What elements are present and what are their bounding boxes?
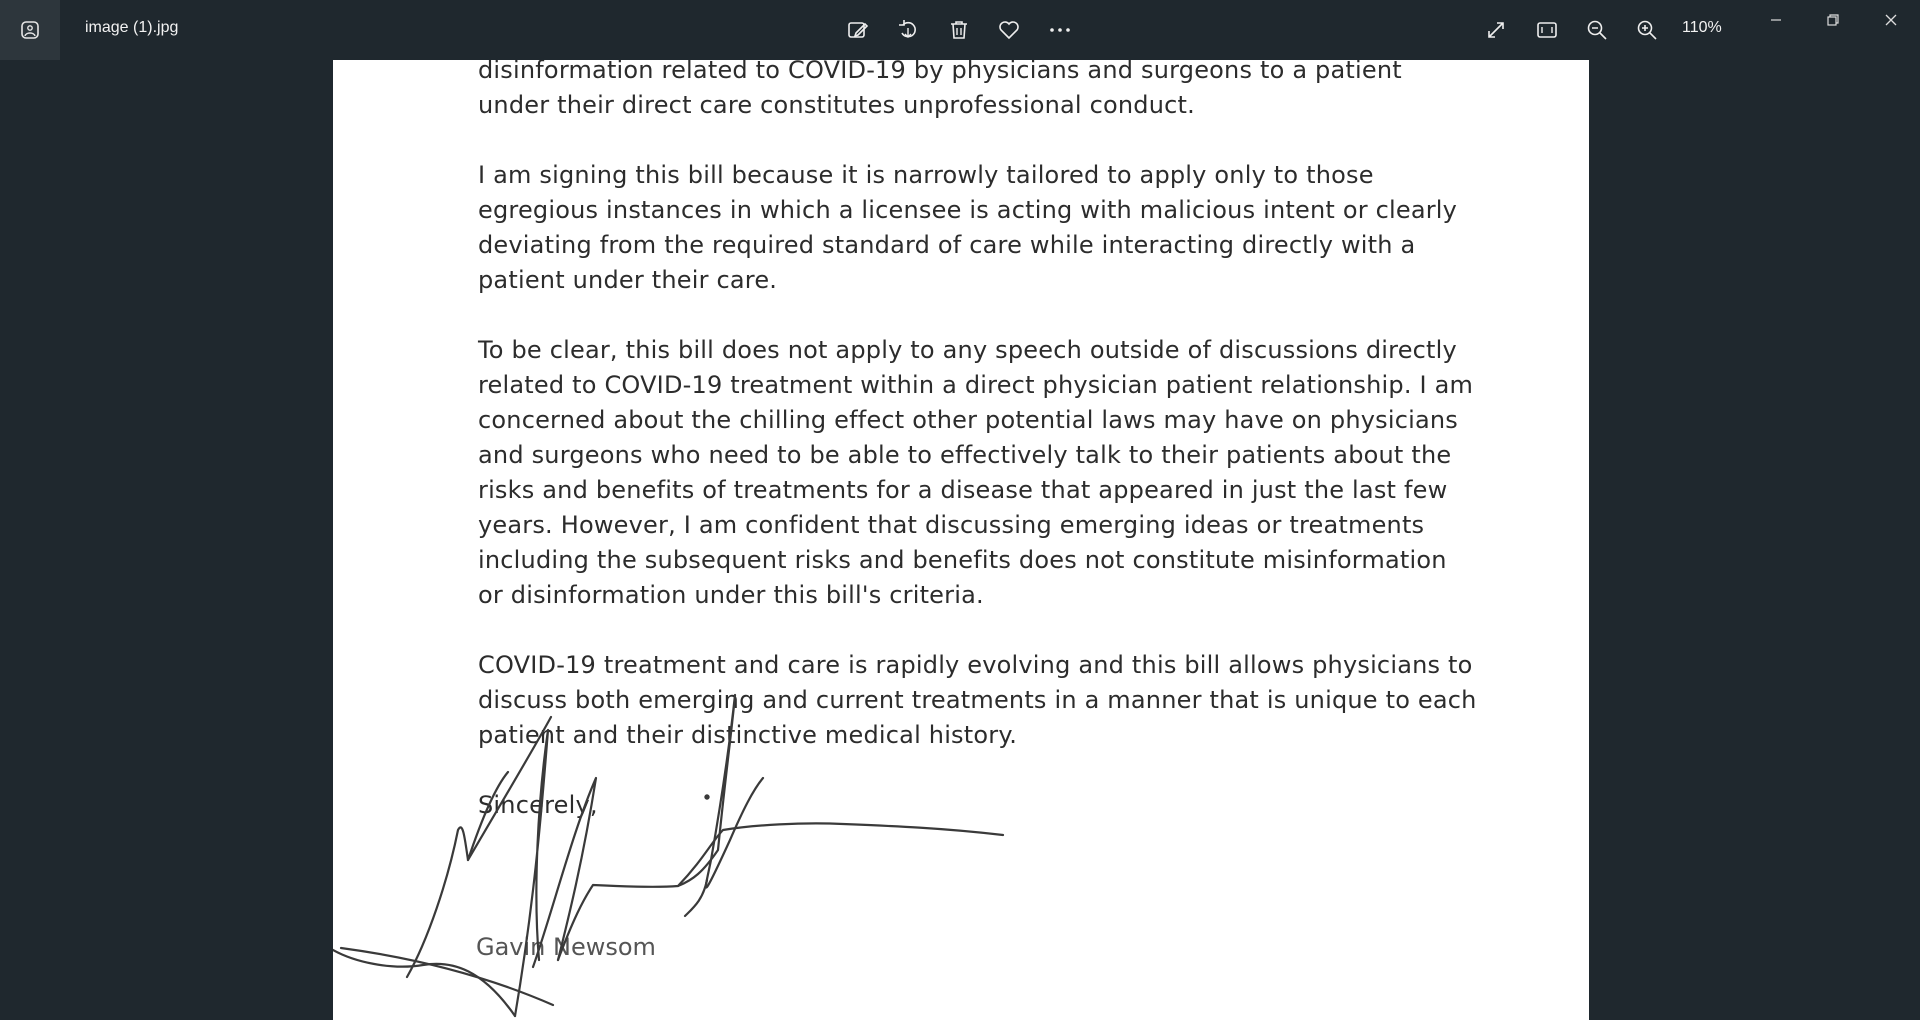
trash-icon[interactable] [943, 14, 975, 46]
close-icon[interactable] [1868, 6, 1914, 34]
paragraph: I am signing this bill because it is narrowly tailored to apply only to those egregious instances in which a licensee is acting with malicious intent or clearly deviating from the required standard of care while interacting directly with a patient under their care. [478, 161, 1458, 294]
paragraph: To be clear, this bill does not apply to any speech outside of discussions directly related to COVID-19 treatment within a direct physician patient relationship. I am concerned about the chilling effect other potential laws may have on physicians and surgeons who need to be able to effectively talk to their patients about the risks and benefits of treatments for a disease that appeared in just the last few years. However, I am confident that discussing emerging ideas or treatments including the subsequent risks and benefits does not constitute misinformation or disinformation under this bill's criteria. [478, 336, 1474, 609]
closing: Sincerely, [478, 791, 598, 819]
file-name: image (1).jpg [85, 19, 179, 36]
paragraph: disinformation related to COVID-19 by physicians and surgeons to a patient under their direct care constitutes unprofessional conduct. [478, 60, 1402, 119]
handwritten-signature [333, 60, 1589, 1020]
image-viewer[interactable] [0, 60, 1920, 1020]
paragraph: COVID-19 treatment and care is rapidly evolving and this bill allows physicians to discuss both emerging and current treatments in a manner that is unique to each patient and their distinctive medical history. [478, 651, 1477, 749]
minimize-icon[interactable] [1753, 6, 1799, 34]
heart-icon[interactable] [993, 14, 1025, 46]
fit-to-window-icon[interactable] [1531, 14, 1563, 46]
title-bar [0, 0, 1920, 60]
zoom-in-icon[interactable] [1631, 14, 1663, 46]
rotate-icon[interactable] [892, 14, 924, 46]
signer-name: Gavin Newsom [476, 933, 656, 961]
restore-icon[interactable] [1810, 6, 1856, 34]
expand-icon[interactable] [1480, 14, 1512, 46]
zoom-level[interactable]: 110% [1682, 19, 1722, 36]
more-dots-icon[interactable] [1044, 14, 1076, 46]
photos-app-icon[interactable] [0, 0, 60, 60]
edit-image-icon[interactable] [842, 14, 874, 46]
zoom-out-icon[interactable] [1581, 14, 1613, 46]
document-image [333, 60, 1589, 1020]
